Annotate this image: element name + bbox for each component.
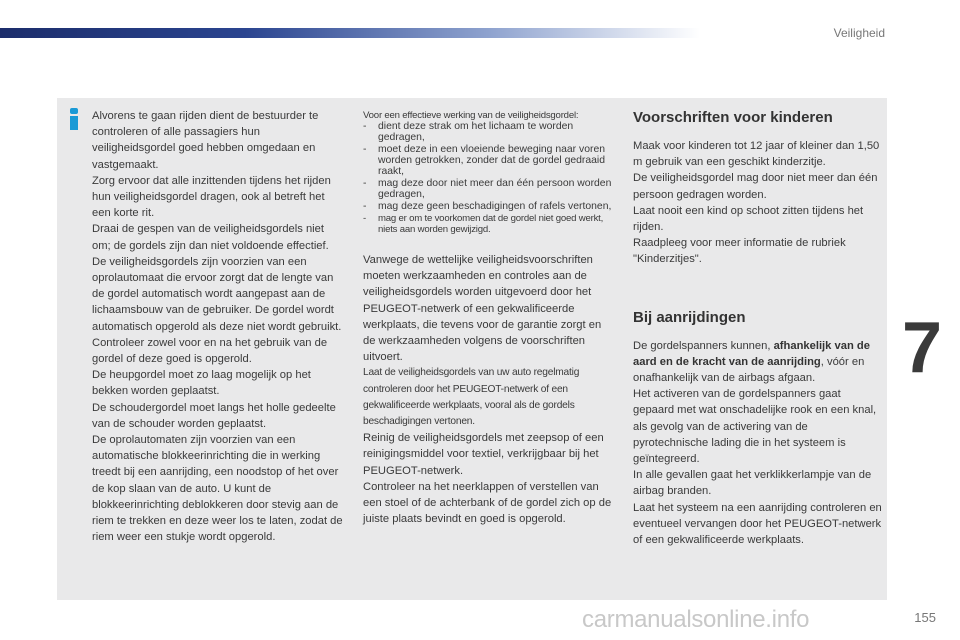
children-title: Voorschriften voor kinderen [633, 109, 833, 126]
info-paragraph: De schoudergordel moet langs het holle gedeelte van de schouder worden geplaatst. [92, 401, 336, 430]
inspection-paragraph: Laat de veiligheidsgordels van uw auto regelmatig controleren door het PEUGEOT-netwerk of een gekwalificeerde werkplaats, vooral als de gordels beschadigingen vertonen. [363, 367, 580, 428]
info-paragraph: Controleer zowel voor en na het gebruik van de gordel of deze goed is opgerold. [92, 336, 328, 366]
list-item: - dient deze strak om het lichaam te worden gedragen, [363, 121, 574, 144]
collision-title: Bij aanrijdingen [633, 308, 746, 326]
list-item: - mag er om te voorkomen dat de gordel niet goed werkt, niets aan worden gewijzigd. [363, 212, 604, 235]
info-icon [68, 108, 80, 130]
effective-use-heading: Voor een effectieve werking van de veiligheidsgordel: [363, 110, 579, 121]
page-number: 155 [914, 610, 936, 625]
info-paragraph: Zorg ervoor dat alle inzittenden tijdens het rijden hun veiligheidsgordel dragen, ook al betreft het een korte rit. [92, 174, 331, 220]
effective-use-list [363, 121, 613, 235]
collision-paragraph: In alle gevallen gaat het verklikkerlampje van de airbag branden. [633, 469, 872, 498]
header-bar [0, 28, 700, 38]
info-paragraph: De oprolautomaten zijn voorzien van een automatische blokkeerinrichting die in werking treedt bij een aanrijding, een noodstop of het over de kop slaan van de auto. U kunt de blokkeerinrichting deblokkeren door stevig aan de riem te trekken en deze weer los te laten, zodat de riem weer een stukje wordt opgerold. [92, 434, 343, 544]
info-paragraph: Draai de gespen van de veiligheidsgordels niet om; de gordels zijn dan niet voldoende effectief. [92, 223, 329, 252]
right-column [633, 108, 883, 548]
seat-check-paragraph: Controleer na het neerklappen of verstellen van een stoel of de achterbank of de gordel zich op de juiste plaats bevindt en goed is opgerold. [363, 480, 612, 526]
collision-paragraph: Laat het systeem na een aanrijding controleren en eventueel vervangen door het PEUGEOT-netwerk of een gekwalificeerde werkplaats. [633, 501, 882, 547]
list-item: - moet deze in een vloeiende beweging naar voren worden getrokken, zonder dat de gordel gedraaid raakt, [363, 143, 606, 178]
children-paragraph: Laat nooit een kind op schoot zitten tijdens het rijden. [633, 204, 864, 234]
chapter-number: 7 [902, 308, 943, 388]
list-item: - mag deze geen beschadigingen of rafels vertonen, [363, 200, 612, 212]
info-paragraph: Alvorens te gaan rijden dient de bestuurder te controleren of alle passagiers hun veiligheidsgordel goed hebben omgedaan en vastgemaakt. [92, 110, 319, 171]
list-item: - mag deze door niet meer dan één persoon worden gedragen, [363, 178, 612, 201]
children-paragraph: De veiligheidsgordel mag door niet meer dan één persoon gedragen worden. [633, 172, 878, 201]
info-paragraph: De heupgordel moet zo laag mogelijk op het bekken worden geplaatst. [92, 369, 311, 398]
children-paragraph: Maak voor kinderen tot 12 jaar of kleiner dan 1,50 m gebruik van een geschikt kinderzitje. [633, 140, 880, 169]
collision-paragraph: Het activeren van de gordelspanners gaat gepaard met wat onschadelijke rook en een knal, als gevolg van de activering van de pyrotechnische lading die in het systeem is geïntegreerd. [633, 388, 877, 466]
regulation-paragraph: Vanwege de wettelijke veiligheidsvoorschriften moeten werkzaamheden en controles aan de veiligheidsgordels worden uitgevoerd door het PEUGEOT-netwerk of een gekwalificeerde werkplaats, die tevens voor de garantie zorgt en de werkzaamheden volgens de voorschriften uitvoert. [363, 254, 602, 364]
collision-intro: De gordelspanners kunnen, afhankelijk van de aard en de kracht van de aanrijding, vóór en onafhankelijk van de airbags afgaan. [633, 339, 870, 385]
section-title: Veiligheid [833, 26, 885, 40]
middle-column [363, 110, 613, 527]
children-paragraph: Raadpleeg voor meer informatie de rubriek "Kinderzitjes". [633, 237, 846, 266]
info-paragraph: De veiligheidsgordels zijn voorzien van een oprolautomaat die ervoor zorgt dat de lengte van de gordel automatisch wordt aangepast aan de lichaamsbouw van de gebruiker. De gordel wordt automatisch opgerold als deze niet wordt gebruikt. [92, 255, 342, 333]
info-column [92, 108, 344, 545]
cleaning-paragraph: Reinig de veiligheidsgordels met zeepsop of een reinigingsmiddel voor textiel, verkrijgbaar bij het PEUGEOT-netwerk. [363, 432, 604, 477]
watermark: carmanualsonline.info [582, 606, 810, 633]
